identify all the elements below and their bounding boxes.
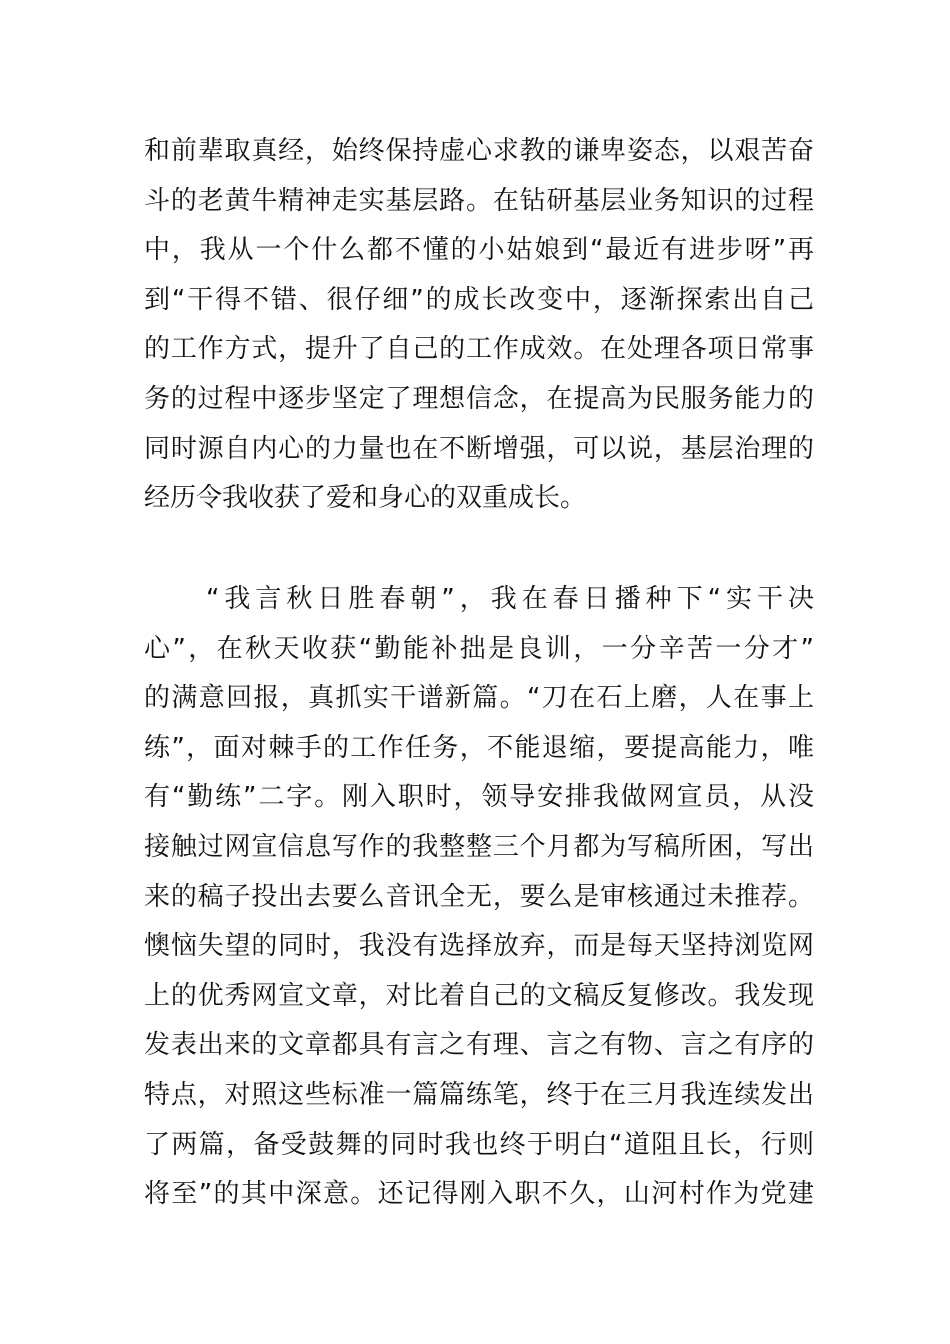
paragraph-line: 和前辈取真经，始终保持虚心求教的谦卑姿态，以艰苦奋 [144,136,814,166]
paragraph-line: 发表出来的文章都具有言之有理、言之有物、言之有序的 [144,1030,814,1061]
paragraph-2 [144,575,814,1220]
paragraph-line: 接触过网宣信息写作的我整整三个月都为写稿所困，写出 [144,831,814,862]
paragraph-line: 懊恼失望的同时，我没有选择放弃，而是每天坚持浏览网 [144,931,814,962]
paragraph-line: 经历令我收获了爱和身心的双重成长。 [144,483,587,514]
paragraph-line: 有“勤练”二字。刚入职时，领导安排我做网宣员，从没 [144,782,814,813]
paragraph-line: “我言秋日胜春朝”，我在春日播种下“实干决 [144,584,814,614]
paragraph-line: 斗的老黄牛精神走实基层路。在钻研基层业务知识的过程 [144,185,814,216]
paragraph-line: 务的过程中逐步坚定了理想信念，在提高为民服务能力的 [144,383,814,414]
paragraph-line: 心”，在秋天收获“勤能补拙是良训，一分辛苦一分才” [144,633,814,664]
paragraph-line: 中，我从一个什么都不懂的小姑娘到“最近有进步呀”再 [144,235,814,266]
paragraph-1 [144,127,814,524]
paragraph-line: 了两篇，备受鼓舞的同时我也终于明白“道阻且长，行则 [144,1129,814,1160]
paragraph-line: 练”，面对棘手的工作任务，不能退缩，要提高能力，唯 [144,732,814,763]
paragraph-line: 同时源自内心的力量也在不断增强，可以说，基层治理的 [144,433,814,464]
paragraph-line: 的工作方式，提升了自己的工作成效。在处理各项日常事 [144,334,814,365]
paragraph-line: 到“干得不错、很仔细”的成长改变中，逐渐探索出自己 [144,284,814,315]
paragraph-line: 的满意回报，真抓实干谱新篇。“刀在石上磨，人在事上 [144,683,814,714]
paragraph-line: 特点，对照这些标准一篇篇练笔，终于在三月我连续发出 [144,1079,814,1110]
paragraph-line: 将至”的其中深意。还记得刚入职不久，山河村作为党建 [144,1179,814,1210]
paragraph-line: 来的稿子投出去要么音讯全无，要么是审核通过未推荐。 [144,881,814,912]
paragraph-line: 上的优秀网宣文章，对比着自己的文稿反复修改。我发现 [144,980,814,1011]
